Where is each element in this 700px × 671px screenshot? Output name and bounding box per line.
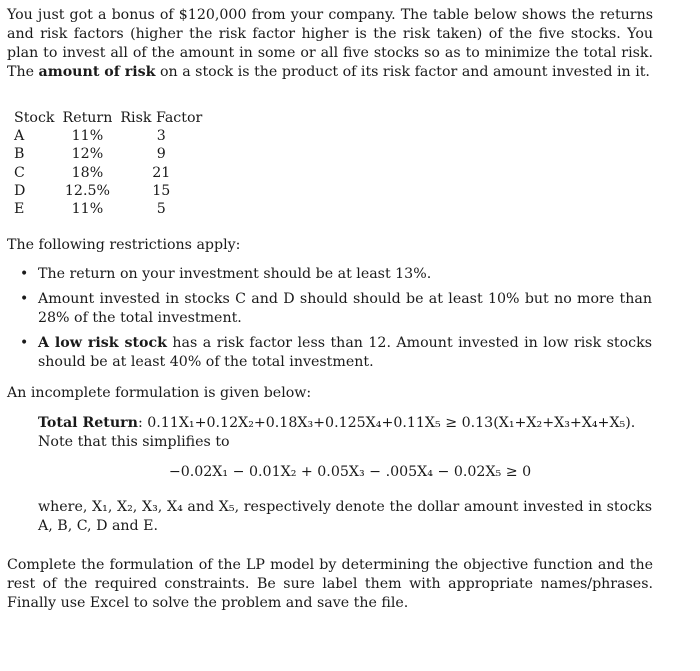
restriction-bold-term: A low risk stock	[38, 335, 167, 351]
restriction-text: has a risk factor less than 12. Amount invested in low risk stocks should be at least 40% of the total investment.	[38, 335, 652, 370]
cell-risk: 9	[156, 146, 166, 163]
stocks-table	[10, 109, 206, 218]
cell-risk: 21	[152, 164, 171, 181]
cell-risk: 3	[156, 128, 166, 144]
cell-stock: C	[14, 164, 25, 181]
restrictions-heading: The following restrictions apply:	[7, 237, 241, 253]
cell-risk: 5	[156, 201, 166, 218]
restrictions-list	[20, 265, 652, 376]
bullet-icon: •	[20, 335, 29, 351]
table-row	[10, 164, 206, 182]
list-item	[20, 265, 652, 284]
simplifies-note: Note that this simplifies to	[38, 434, 230, 450]
bullet-icon: •	[20, 266, 29, 282]
table-row	[10, 200, 206, 218]
header-return: Return	[62, 110, 113, 126]
cell-return: 11%	[71, 128, 104, 144]
formulation-heading: An incomplete formulation is given below:	[7, 385, 312, 401]
total-return-label: Total Return	[38, 415, 138, 431]
simplified-equation: −0.02X₁ − 0.01X₂ + 0.05X₃ − .005X₄ − 0.02X₅ ≥ 0	[168, 464, 532, 480]
cell-stock: A	[14, 128, 25, 144]
table-header-row	[10, 109, 206, 127]
restriction-text: The return on your investment should be at least 13%.	[38, 266, 432, 282]
total-return-constraint	[38, 414, 652, 452]
table-row	[10, 182, 206, 200]
total-return-expression: : 0.11X₁+0.12X₂+0.18X₃+0.125X₄+0.11X₅ ≥ 0.13(X₁+X₂+X₃+X₄+X₅).	[137, 415, 636, 431]
cell-return: 18%	[71, 164, 104, 181]
cell-stock: E	[14, 201, 25, 218]
header-risk-factor: Risk Factor	[120, 110, 203, 126]
cell-stock: B	[14, 146, 25, 163]
variable-definition: where, X₁, X₂, X₃, X₄ and X₅, respectively denote the dollar amount invested in stocks A, B, C, D and E.	[38, 499, 652, 534]
restriction-text: Amount invested in stocks C and D should should be at least 10% but no more than 28% of the total investment.	[38, 291, 652, 326]
cell-return: 12.5%	[64, 182, 110, 199]
table-row	[10, 145, 206, 163]
cell-stock: D	[14, 182, 26, 199]
table-row	[10, 127, 206, 145]
intro-paragraph	[7, 6, 653, 82]
intro-text-2: on a stock is the product of its risk factor and amount invested in it.	[155, 64, 650, 80]
list-item	[20, 334, 652, 372]
header-stock: Stock	[14, 110, 55, 126]
intro-text-1: You just got a bonus of $120,000 from your company. The table below shows the returns and risk factors (higher the risk factor higher is the risk taken) of the five stocks. You plan to invest all of the amount in some or all five stocks so as to minimize the total risk. The	[7, 7, 653, 80]
closing-paragraph: Complete the formulation of the LP model by determining the objective function and the rest of the required constraints. Be sure label them with appropriate names/phrases. Finally use Excel to solve the problem and save the file.	[7, 557, 653, 611]
cell-return: 12%	[71, 146, 104, 163]
cell-return: 11%	[71, 201, 104, 218]
cell-risk: 15	[152, 182, 171, 199]
bullet-icon: •	[20, 291, 29, 307]
intro-bold-term: amount of risk	[38, 64, 156, 80]
list-item	[20, 290, 652, 328]
